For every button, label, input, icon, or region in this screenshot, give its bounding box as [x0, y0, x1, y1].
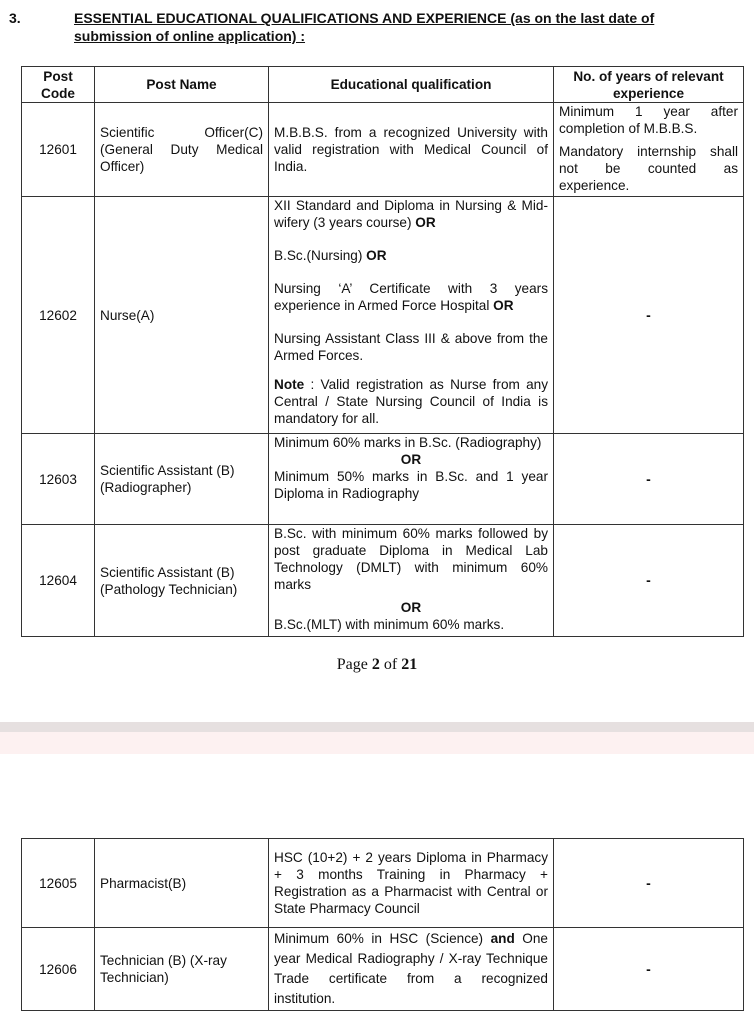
note-label: Note [274, 377, 305, 392]
header-qualification: Educational qualification [269, 67, 554, 103]
section-title-line1: ESSENTIAL EDUCATIONAL QUALIFICATIONS AND EXPERIENCE (as on the last date of [74, 10, 655, 26]
section-title-line2: submission of online application) : [74, 28, 306, 44]
experience-note: Mandatory internship shall not be counted as experience. [559, 144, 738, 193]
or-label: OR [400, 452, 422, 467]
qualification-option: B.Sc.(Nursing) [274, 248, 363, 263]
section-title [74, 9, 754, 45]
table-row [22, 197, 744, 434]
post-code: 12604 [22, 525, 95, 637]
table-row [22, 434, 744, 525]
experience: - [554, 839, 744, 928]
post-name: Pharmacist(B) [95, 839, 269, 928]
qualification-option: XII Standard and Diploma in Nursing & Mid-wifery (3 years course) [274, 198, 548, 230]
post-name: Scientific Assistant (B) (Radiographer) [95, 434, 269, 525]
experience-line: Minimum 1 year after completion of M.B.B.S. [559, 104, 738, 136]
post-name: Nurse(A) [95, 197, 269, 434]
post-name: Scientific Assistant (B) (Pathology Technician) [95, 525, 269, 637]
qualification-option: Minimum 60% in HSC (Science) [274, 931, 484, 946]
post-name: Scientific Officer(C) (General Duty Medical Officer) [95, 103, 269, 197]
or-label: OR [366, 248, 387, 263]
qualification-option: Minimum 50% marks in B.Sc. and 1 year Diploma in Radiography [274, 469, 548, 501]
qualification [269, 197, 554, 434]
or-label: OR [493, 298, 514, 313]
table-row [22, 928, 744, 1011]
table-header-row [22, 67, 744, 103]
experience: - [554, 928, 744, 1011]
experience: - [554, 197, 744, 434]
post-code: 12606 [22, 928, 95, 1011]
post-code: 12602 [22, 197, 95, 434]
qualifications-table [21, 66, 744, 637]
header-experience: No. of years of relevant experience [554, 67, 744, 103]
experience [554, 103, 744, 197]
qualification: HSC (10+2) + 2 years Diploma in Pharmacy + 3 months Training in Pharmacy + Registration as a Pharmacist with Central or State Pharmacy Council [269, 839, 554, 928]
post-code: 12603 [22, 434, 95, 525]
qualification-option: Minimum 60% marks in B.Sc. (Radiography) [274, 435, 542, 450]
experience: - [554, 525, 744, 637]
note-text: : Valid registration as Nurse from any Central / State Nursing Council of India is mandatory for all. [274, 377, 549, 426]
header-post-code: Post Code [22, 67, 95, 103]
qualifications-table-continued [21, 838, 744, 1011]
post-code: 12601 [22, 103, 95, 197]
qualification-option: One year Medical Radiography / X-ray Technique Trade certificate from a recognized institution. [274, 931, 548, 1006]
post-code: 12605 [22, 839, 95, 928]
qualification-option: B.Sc.(MLT) with minimum 60% marks. [274, 617, 505, 632]
qualification-option: Nursing ‘A’ Certificate with 3 years experience in Armed Force Hospital [274, 281, 548, 313]
qualification: M.B.B.S. from a recognized University with valid registration with Medical Council of India. [269, 103, 554, 197]
page-gap [0, 732, 754, 754]
qualification [269, 434, 554, 525]
qualification [269, 525, 554, 637]
table-row [22, 525, 744, 637]
or-label: OR [415, 215, 436, 230]
post-name: Technician (B) (X-ray Technician) [95, 928, 269, 1011]
or-label: OR [400, 600, 422, 615]
section-number: 3. [9, 10, 21, 26]
table-row [22, 839, 744, 928]
qualification-option: B.Sc. with minimum 60% marks followed by post graduate Diploma in Medical Lab Technology (DMLT) with minimum 60% marks [274, 526, 548, 592]
and-label: and [490, 931, 515, 946]
page-separator [0, 722, 754, 732]
qualification-option: Nursing Assistant Class III & above from the Armed Forces. [274, 331, 548, 363]
table-row [22, 103, 744, 197]
header-post-name: Post Name [95, 67, 269, 103]
page-number: Page 2 of 21 [336, 656, 418, 673]
qualification [269, 928, 554, 1011]
experience: - [554, 434, 744, 525]
